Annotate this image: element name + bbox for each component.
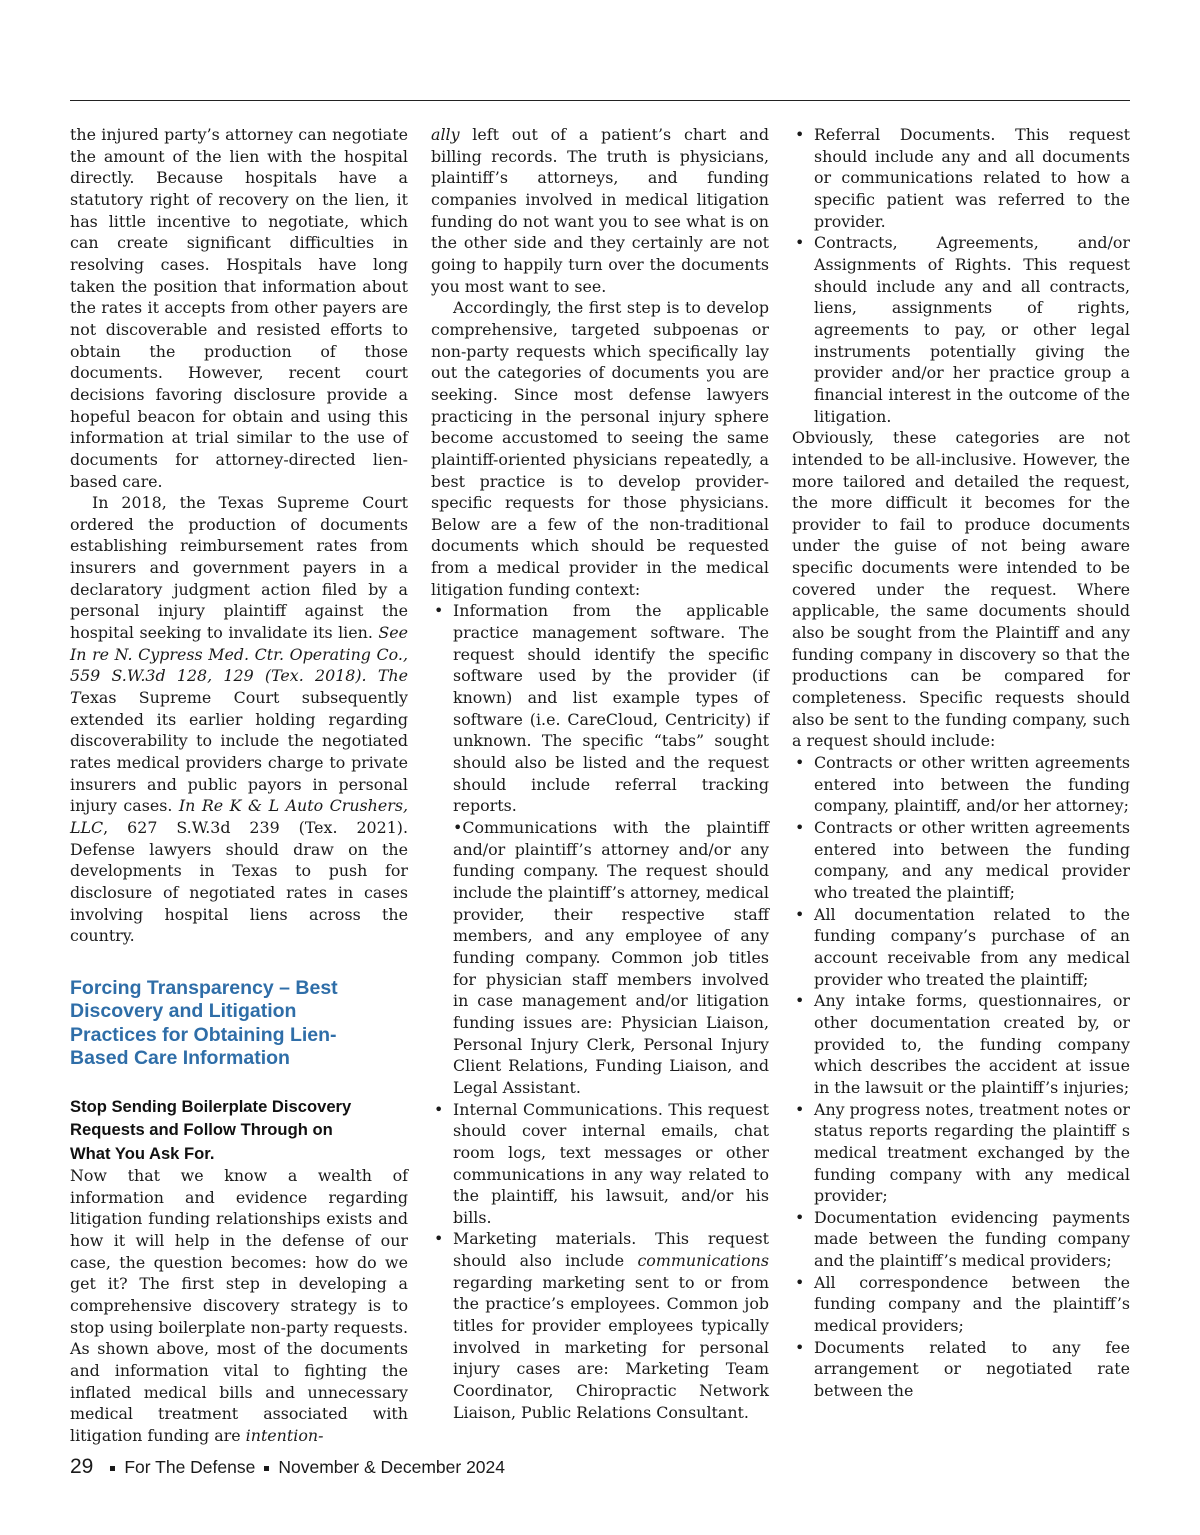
p3-emphasis: intention- xyxy=(245,1426,324,1446)
list-item: • Documentation evidencing payments made between the funding company and the plaintiff’s medical providers; xyxy=(792,1207,1130,1272)
col1-paragraph-2 xyxy=(70,492,408,947)
column-3 xyxy=(792,124,1130,1402)
list-item xyxy=(431,1228,769,1423)
publication-name: For The Defense xyxy=(124,1457,256,1477)
column-2 xyxy=(431,124,769,1423)
provider-request-list xyxy=(431,600,769,1423)
list-item: •Communications with the plaintiff and/or plaintiff’s attorney and/or any funding company. The request should include the plaintiff’s attorney, medical provider, their respective staff members, and any employee of any funding company. Common job titles for physician staff members involved in case management and/or litigation funding issues are: Physician Liaison, Personal Injury Clerk, Personal Injury Client Relations, Funding Liaison, and Legal Assistant. xyxy=(453,818,769,1097)
list-item: • Any intake forms, questionnaires, or other documentation created by, or provided to, the funding company which describes the accident at issue in the lawsuit or the plaintiff’s injuries; xyxy=(792,990,1130,1098)
col2-paragraph-1 xyxy=(431,124,769,297)
list-item: • Contracts or other written agreements entered into between the funding company, and any medical provider who treated the plaintiff; xyxy=(792,817,1130,904)
list-item: • All correspondence between the funding company and the plaintiff’s medical providers; xyxy=(792,1272,1130,1337)
list-item: • Internal Communications. This request should cover internal emails, chat room logs, text messages or other communications in any way related to the plaintiff, his lawsuit, and/or his bills. xyxy=(431,1099,769,1229)
page-footer xyxy=(70,1455,505,1479)
sub-heading: Stop Sending Boilerplate Discovery Requests and Follow Through on What You Ask For. xyxy=(70,1096,352,1163)
citation-kl-auto: In Re K & L Auto Crushers, LLC xyxy=(70,796,408,837)
list-item: • All documentation related to the funding company’s purchase of an account receivable from any medical provider who treated the plaintiff; xyxy=(792,904,1130,991)
funding-request-list xyxy=(792,752,1130,1402)
col1-paragraph-3 xyxy=(70,1165,408,1447)
square-bullet-icon xyxy=(264,1466,269,1471)
p1-text: left out of a patient’s chart and billing records. The truth is physicians, plaintiff’s attorneys, and funding companies involved in medical litigation funding do not want you to see what is on the other side and they certainly are not going to happily turn over the documents you most want to see. xyxy=(431,125,769,296)
citation-cypress: See In re N. Cypress Med. Ctr. Operating Co., 559 S.W.3d 128, 129 (Tex. 2018). The T xyxy=(70,623,408,708)
list-item: • Information from the applicable practice management software. The request should identify the specific software used by the provider (if known) and list example types of software (i.e. CareCloud, Centricity) if unknown. The specific “tabs” sought should also be listed and the request should include referral tracking reports. xyxy=(431,600,769,817)
column-1 xyxy=(70,124,408,1447)
header-rule xyxy=(70,100,1130,101)
p2-text-c: , 627 S.W.3d 239 (Tex. 2021). Defense lawyers should draw on the developments in Texas to push for disclosure of negotiated rates in cases involving hospital liens across the country. xyxy=(70,818,408,946)
p2-text-b: exas Supreme Court subsequently extended its earlier holding regarding discoverability to include the negotiated rates medical providers charge to private insurers and public payors in personal injury cases. xyxy=(70,688,408,816)
b4-text-a: Marketing materials. This request should also include xyxy=(453,1229,769,1271)
p2-text-a: In 2018, the Texas Supreme Court ordered the production of documents establishing reimbursement rates from insurers and government payers in a declaratory judgment action filed by a personal injury plaintiff against the hospital seeking to invalidate its lien. xyxy=(70,493,408,643)
section-heading: Forcing Transparency – Best Discovery and Litigation Practices for Obtaining Lien-Based Care Information xyxy=(70,976,338,1070)
p3-text: Now that we know a wealth of information and evidence regarding litigation funding relationships exists and how it will help in the defense of our case, the question becomes: how do we get it? The first step in developing a comprehensive discovery strategy is to stop using boilerplate non-party requests. As shown above, most of the documents and information vital to fighting the inflated medical bills and unnecessary medical treatment associated with litigation funding are xyxy=(70,1166,408,1446)
list-item: • Contracts, Agreements, and/or Assignments of Rights. This request should include any and all contracts, liens, assignments of rights, agreements to pay, or other legal instruments potentially giving the provider and/or her practice group a financial interest in the outcome of the litigation. xyxy=(792,232,1130,427)
square-bullet-icon xyxy=(110,1466,115,1471)
list-item: • Documents related to any fee arrangement or negotiated rate between the xyxy=(792,1337,1130,1402)
col2-paragraph-2: Accordingly, the first step is to develop comprehensive, targeted subpoenas or non-party requests which specifically lay out the categories of documents you are seeking. Since most defense lawyers practicing in the personal injury sphere become accustomed to seeing the same plaintiff-oriented physicians repeatedly, a best practice is to develop provider-specific requests for those physicians. Below are a few of the non-traditional documents which should be requested from a medical provider in the medical litigation funding context: xyxy=(431,298,769,599)
page-number: 29 xyxy=(70,1455,94,1478)
list-item: • Contracts or other written agreements entered into between the funding company, plaintiff, and/or her attorney; xyxy=(792,752,1130,817)
p1-emphasis: ally xyxy=(431,125,460,144)
b4-emphasis: communications xyxy=(637,1251,769,1271)
col1-paragraph-1: the injured party’s attorney can negotiate the amount of the lien with the hospital directly. Because hospitals have a statutory right of recovery on the lien, it has little incentive to negotiate, which can create significant difficulties in resolving cases. Hospitals have long taken the position that information about the rates it accepts from other payers are not discoverable and resisted efforts to obtain the production of those documents. However, recent court decisions favoring disclosure provide a hopeful beacon for obtain and using this information at trial similar to the use of documents for attorney-directed lien-based care. xyxy=(70,125,408,491)
b4-text-b: regarding marketing sent to or from the practice’s employees. Common job titles for provider employees typically involved in marketing for personal injury cases are: Marketing Team Coordinator, Chiropractic Network Liaison, Public Relations Consultant. xyxy=(453,1272,769,1422)
list-item: • Any progress notes, treatment notes or status reports regarding the plaintiff s medical treatment exchanged by the funding company with any medical provider; xyxy=(792,1099,1130,1207)
issue-date: November & December 2024 xyxy=(278,1457,505,1477)
col3-paragraph-1: Obviously, these categories are not intended to be all-inclusive. However, the more tailored and detailed the request, the more difficult it becomes for the provider to fail to produce documents under the guise of not being aware specific documents were intended to be covered under the request. Where applicable, the same documents should also be sought from the Plaintiff and any funding company in discovery so that the productions can be compared for completeness. Specific requests should also be sent to the funding company, such a request should include: xyxy=(792,428,1130,751)
provider-request-list-cont xyxy=(792,124,1130,427)
list-item: • Referral Documents. This request should include any and all documents or communications related to how a specific patient was referred to the provider. xyxy=(792,124,1130,232)
